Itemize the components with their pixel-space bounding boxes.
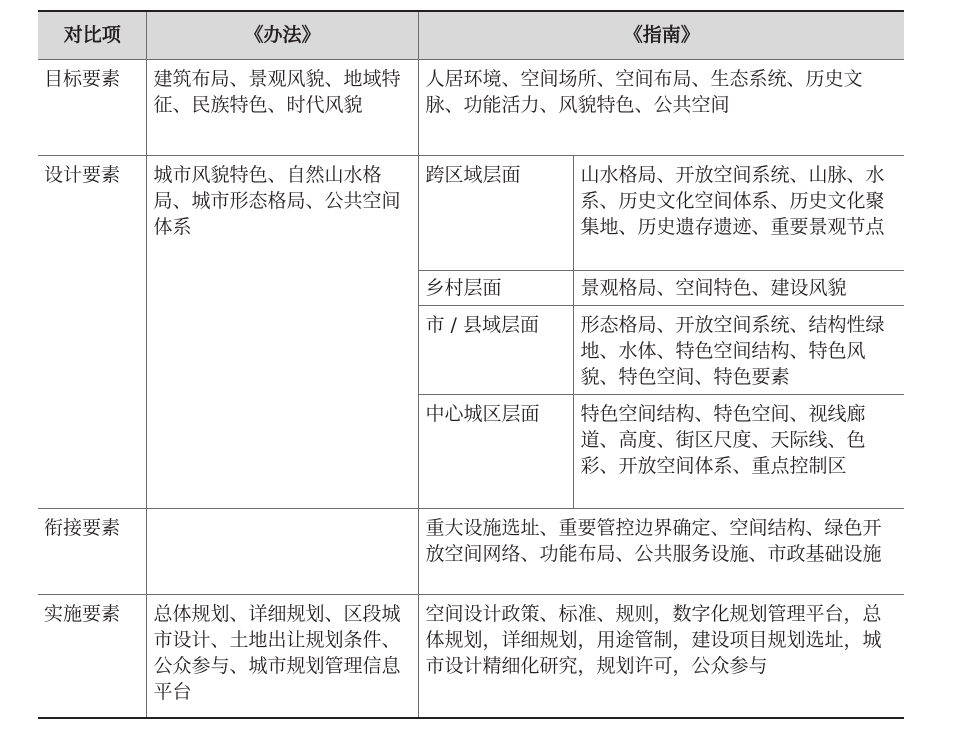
zhinan-cell: 重大设施选址、重要管控边界确定、空间结构、绿色开放空间网络、功能布局、公共服务设施、市政基础设施 [418, 508, 904, 594]
level-content: 山水格局、开放空间系统、山脉、水系、历史文化空间体系、历史文化聚集地、历史遗存遗迹、重要景观节点 [573, 155, 904, 270]
row-label: 衔接要素 [38, 508, 146, 594]
level-content: 形态格局、开放空间系统、结构性绿地、水体、特色空间结构、特色风貌、特色空间、特色要素 [573, 305, 904, 394]
level-name: 跨区域层面 [418, 155, 573, 270]
row-label: 实施要素 [38, 594, 146, 718]
level-name: 乡村层面 [418, 270, 573, 305]
banfa-cell [146, 508, 418, 594]
banfa-cell: 总体规划、详细规划、区段城市设计、土地出让规划条件、公众参与、城市规划管理信息平台 [146, 594, 418, 718]
table-row-connect [38, 508, 904, 594]
level-name: 中心城区层面 [418, 394, 573, 508]
header-zhinan: 《指南》 [418, 11, 904, 59]
banfa-cell: 城市风貌特色、自然山水格局、城市形态格局、公共空间体系 [146, 155, 418, 508]
table-row-design [38, 155, 904, 270]
table-row-implement [38, 594, 904, 718]
level-content: 景观格局、空间特色、建设风貌 [573, 270, 904, 305]
level-content: 特色空间结构、特色空间、视线廊道、高度、街区尺度、天际线、色彩、开放空间体系、重点控制区 [573, 394, 904, 508]
comparison-table [38, 10, 904, 719]
row-label: 目标要素 [38, 59, 146, 155]
header-comparison-item: 对比项 [38, 11, 146, 59]
header-banfa: 《办法》 [146, 11, 418, 59]
level-name: 市 / 县域层面 [418, 305, 573, 394]
zhinan-cell: 人居环境、空间场所、空间布局、生态系统、历史文脉、功能活力、风貌特色、公共空间 [418, 59, 904, 155]
zhinan-cell: 空间设计政策、标准、规则，数字化规划管理平台，总体规划，详细规划，用途管制，建设项目规划选址，城市设计精细化研究，规划许可，公众参与 [418, 594, 904, 718]
row-label: 设计要素 [38, 155, 146, 508]
table-row-target [38, 59, 904, 155]
table-header-row [38, 11, 904, 59]
banfa-cell: 建筑布局、景观风貌、地域特征、民族特色、时代风貌 [146, 59, 418, 155]
